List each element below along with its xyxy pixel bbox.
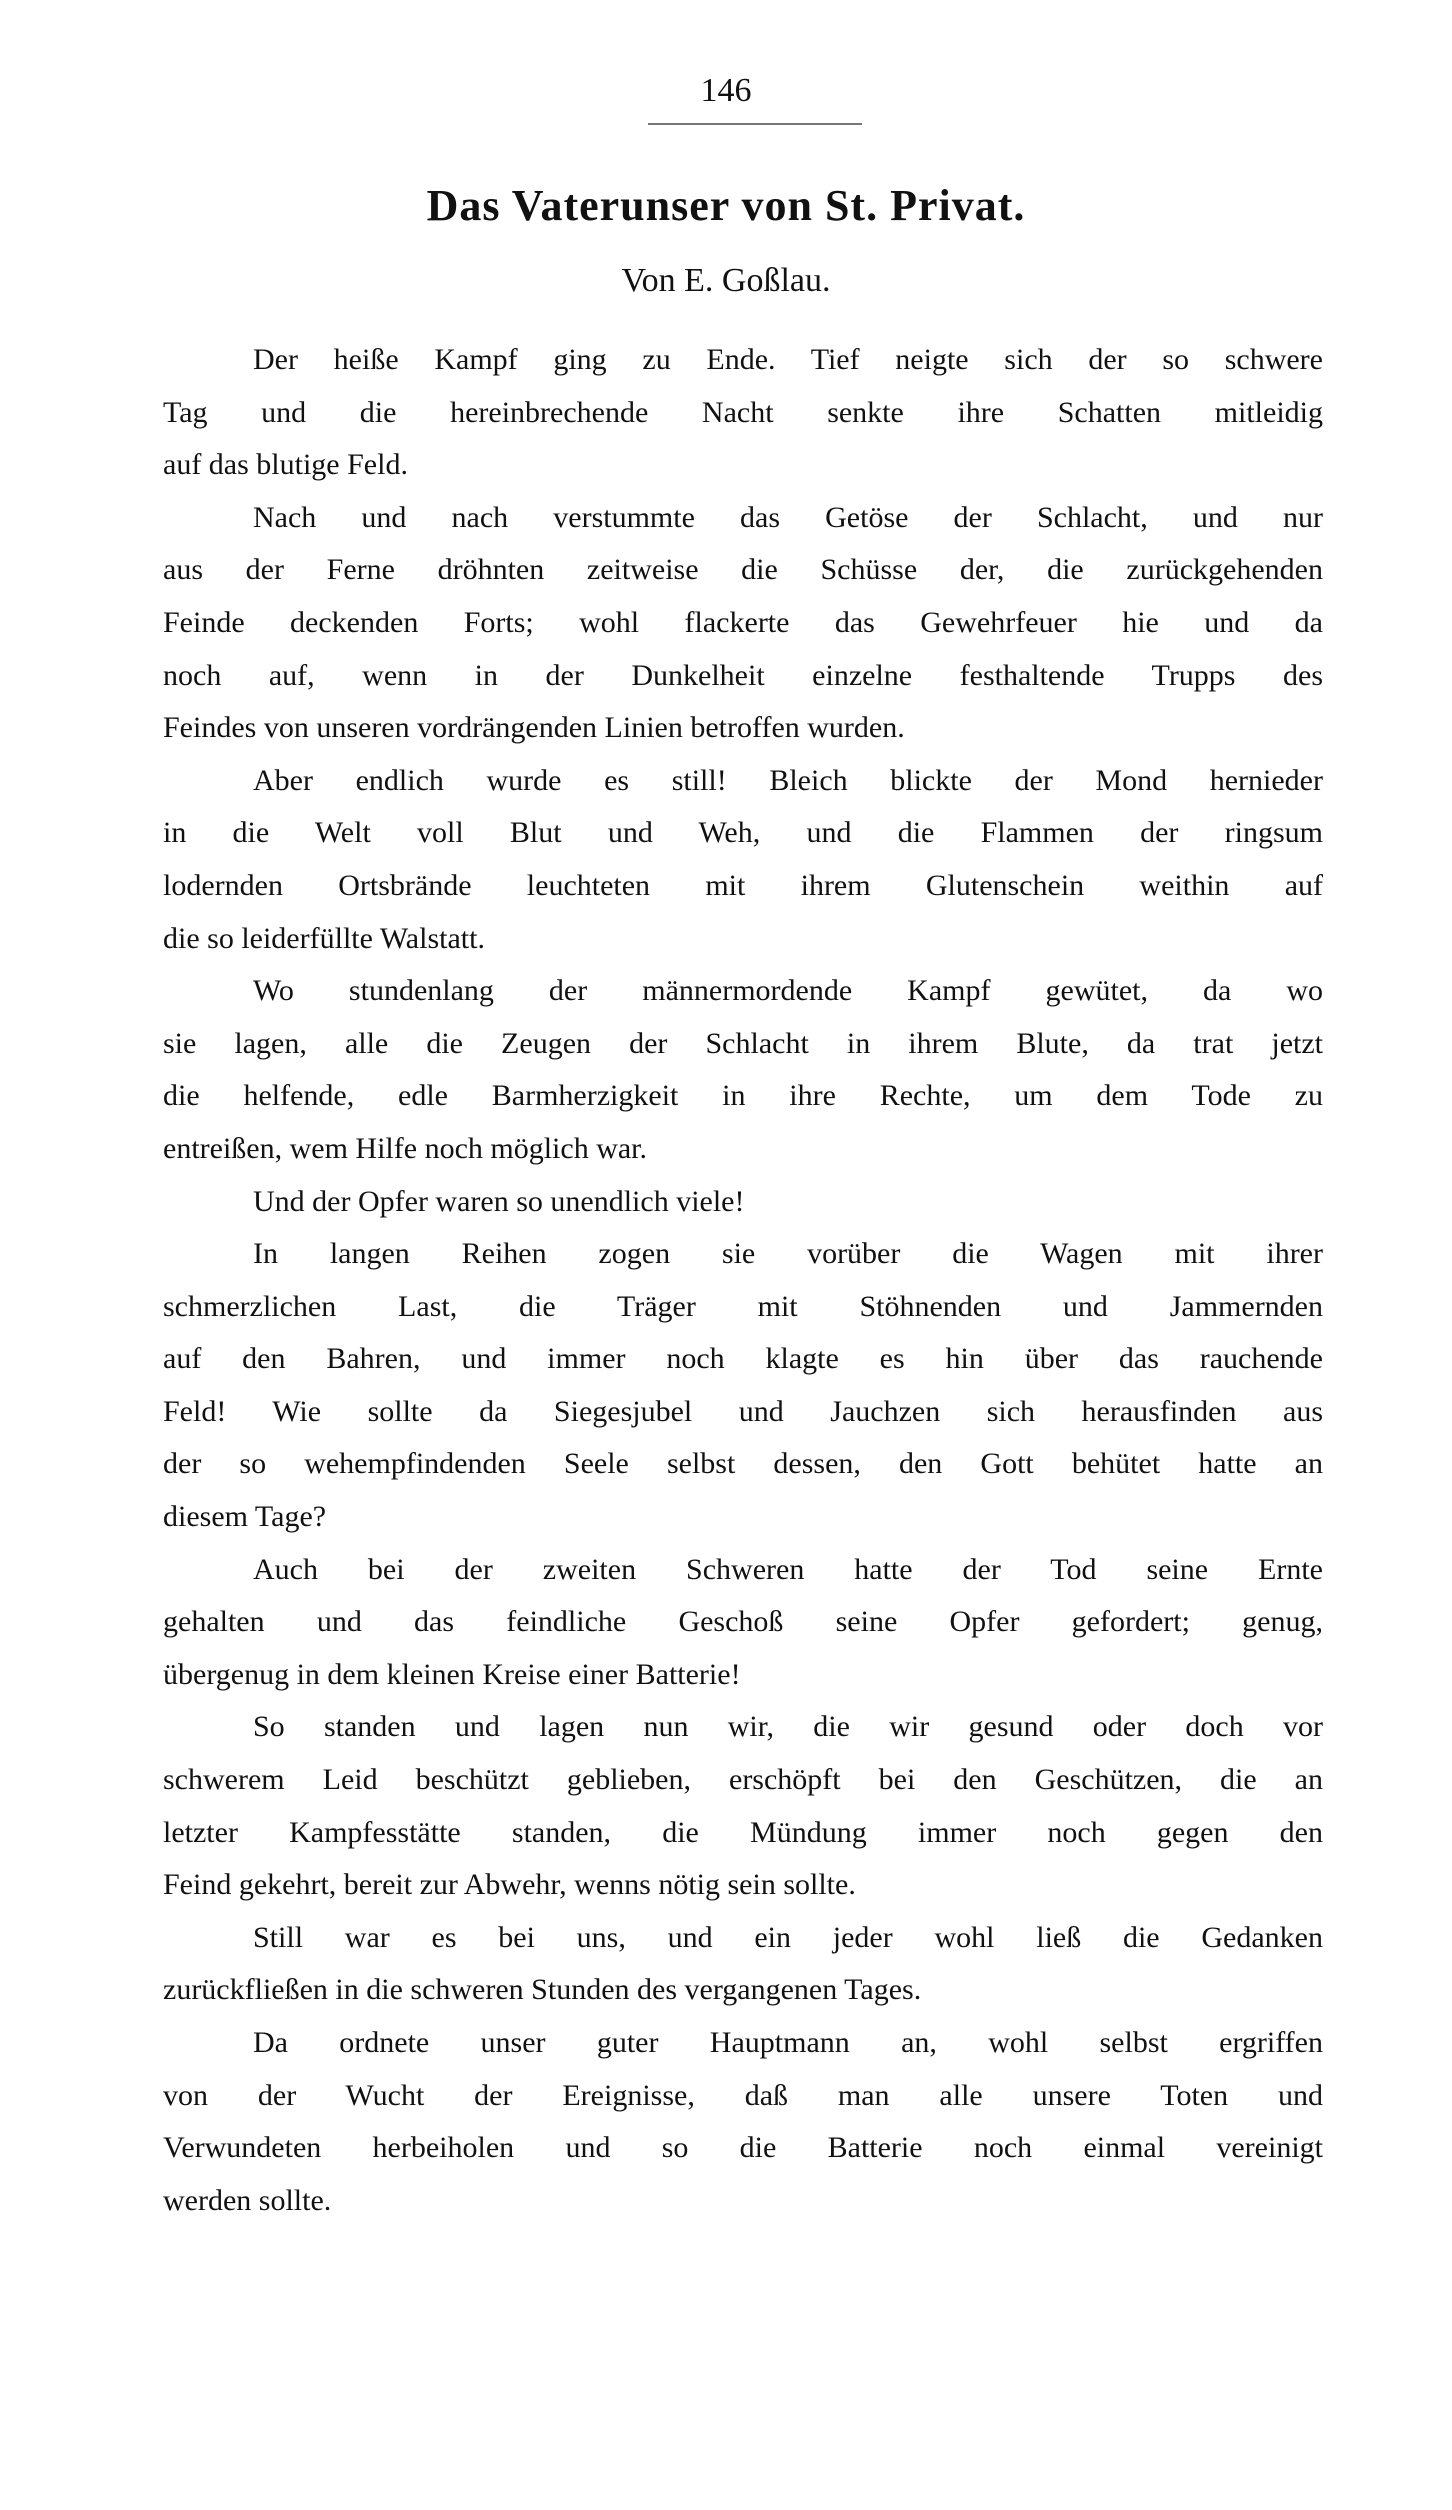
body-text (163, 334, 1323, 2227)
page-number: 146 (700, 72, 752, 109)
paragraph (163, 755, 1323, 965)
text-line: Feindes von unseren vordrängenden Linien betroffen wurden. (163, 711, 905, 745)
text-line: zurückfließen in die schweren Stunden des vergangenen Tages. (163, 1973, 922, 2007)
text-line: Auch bei der zweiten Schweren hatte der Tod seine Ernte (253, 1552, 1323, 1586)
text-line: Aber endlich wurde es still! Bleich blickte der Mond hernieder (253, 763, 1323, 797)
text-line: die so leiderfüllte Walstatt. (163, 921, 485, 955)
text-line: Verwundeten herbeiholen und so die Batterie noch einmal vereinigt (163, 2131, 1323, 2165)
text-line: entreißen, wem Hilfe noch möglich war. (163, 1131, 648, 1165)
paragraph (163, 334, 1323, 492)
text-line: Nach und nach verstummte das Getöse der Schlacht, und nur (253, 500, 1323, 534)
text-line: werden sollte. (163, 2183, 332, 2217)
page-title: Das Vaterunser von St. Privat. (426, 181, 1026, 230)
text-line: von der Wucht der Ereignisse, daß man alle unsere Toten und (163, 2078, 1323, 2112)
text-line: die helfende, edle Barmherzigkeit in ihre Rechte, um dem Tode zu (163, 1079, 1323, 1113)
text-line: gehalten und das feindliche Geschoß seine Opfer gefordert; genug, (163, 1605, 1323, 1639)
text-line: schwerem Leid beschützt geblieben, erschöpft bei den Geschützen, die an (163, 1763, 1323, 1797)
text-line: diesem Tage? (163, 1500, 327, 1534)
text-line: So standen und lagen nun wir, die wir gesund oder doch vor (253, 1710, 1323, 1744)
text-line: der so wehempfindenden Seele selbst dessen, den Gott behütet hatte an (163, 1447, 1323, 1481)
text-line: Tag und die hereinbrechende Nacht senkte ihre Schatten mitleidig (163, 395, 1323, 429)
paragraph (163, 1544, 1323, 1702)
text-line: Feld! Wie sollte da Siegesjubel und Jauchzen sich herausfinden aus (163, 1394, 1323, 1428)
text-line: In langen Reihen zogen sie vorüber die Wagen mit ihrer (253, 1237, 1323, 1271)
text-line: Und der Opfer waren so unendlich viele! (253, 1184, 745, 1218)
text-line: letzter Kampfesstätte standen, die Mündung immer noch gegen den (163, 1815, 1323, 1849)
paragraph (163, 2017, 1323, 2227)
paragraph (163, 965, 1323, 1175)
text-line: übergenug in dem kleinen Kreise einer Batterie! (163, 1657, 741, 1691)
text-line: schmerzlichen Last, die Träger mit Stöhnenden und Jammernden (163, 1289, 1323, 1323)
text-line: Feind gekehrt, bereit zur Abwehr, wenns nötig sein sollte. (163, 1868, 856, 1902)
text-line: noch auf, wenn in der Dunkelheit einzelne festhaltende Trupps des (163, 658, 1323, 692)
paragraph (163, 1228, 1323, 1544)
header-rule (648, 123, 862, 125)
text-line: sie lagen, alle die Zeugen der Schlacht in ihrem Blute, da trat jetzt (163, 1026, 1323, 1060)
paragraph (163, 1912, 1323, 2017)
paragraph (163, 1701, 1323, 1911)
text-line: Still war es bei uns, und ein jeder wohl ließ die Gedanken (253, 1920, 1323, 1954)
text-line: Der heiße Kampf ging zu Ende. Tief neigte sich der so schwere (253, 343, 1323, 376)
paragraph (163, 1176, 1323, 1229)
text-line: in die Welt voll Blut und Weh, und die Flammen der ringsum (163, 816, 1323, 850)
text-line: auf den Bahren, und immer noch klagte es hin über das rauchende (163, 1342, 1323, 1376)
text-line: auf das blutige Feld. (163, 448, 408, 482)
paragraph (163, 492, 1323, 755)
text-line: Da ordnete unser guter Hauptmann an, wohl selbst ergriffen (253, 2026, 1323, 2059)
text-line: aus der Ferne dröhnten zeitweise die Schüsse der, die zurückgehenden (163, 553, 1323, 587)
byline: Von E. Goßlau. (621, 262, 831, 299)
text-line: lodernden Ortsbrände leuchteten mit ihrem Glutenschein weithin auf (163, 868, 1323, 902)
text-line: Wo stundenlang der männermordende Kampf gewütet, da wo (253, 974, 1323, 1008)
text-line: Feinde deckenden Forts; wohl flackerte das Gewehrfeuer hie und da (163, 605, 1323, 639)
